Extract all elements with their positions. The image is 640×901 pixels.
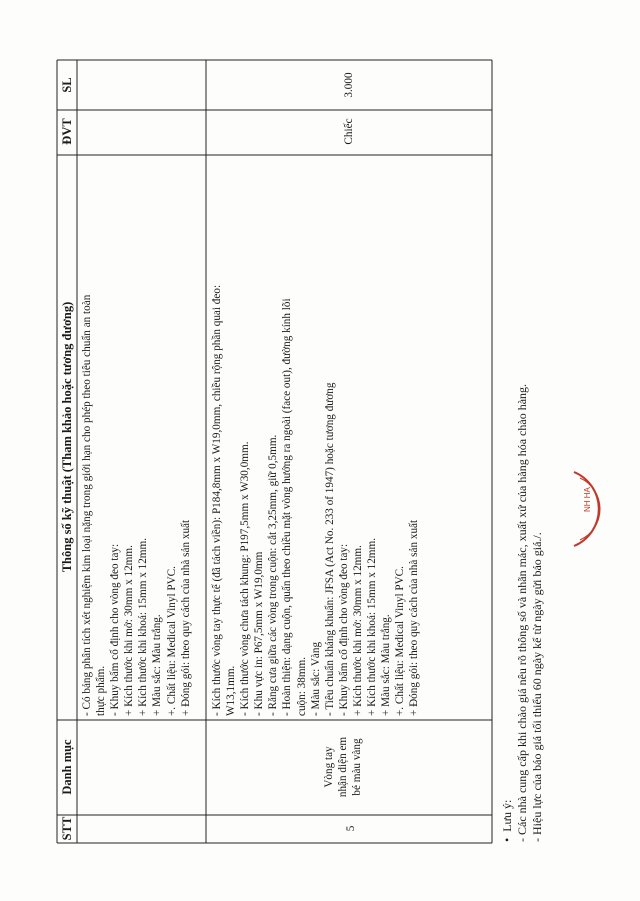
- prev-spec-line: + Kích thước khi mở: 30mm x 12mm.: [123, 545, 136, 716]
- row5-spec-line: - Kích thước vòng chưa tách khung: P197,5mm x W30,0mm.: [239, 441, 252, 716]
- row5-name-line: Vòng tay: [323, 746, 335, 788]
- notes-line-2: - Hiệu lực của báo giá tối thiểu 60 ngày kể từ ngày gửi báo giá./.: [530, 532, 544, 842]
- row5-unit: Chiếc: [343, 118, 355, 145]
- row5-spec-line: - Tiêu chuẩn kháng khuẩn: JFSA (Act No. 233 of 1947) hoặc tương đương: [323, 382, 336, 716]
- notes: [500, 384, 545, 842]
- header-spec: Thông số kỹ thuật (Tham khảo hoặc tương đương): [60, 301, 74, 573]
- row5-spec-line: +. Chất liệu: Medical Vinyl PVC.: [394, 566, 407, 716]
- prev-spec-line: +. Chất liệu: Medical Vinyl PVC.: [165, 566, 178, 716]
- prev-row-spec: [80, 161, 193, 716]
- row5-stt: 5: [345, 825, 357, 832]
- row5-spec-line: + Kích thước khi mở: 30mm x 12mm.: [351, 545, 364, 716]
- row5-spec-line: - Màu sắc: Vàng: [309, 641, 322, 716]
- row5-name-line: nhận diện em: [337, 736, 350, 798]
- row5-spec: [210, 161, 421, 716]
- bullet-icon: •: [500, 831, 514, 842]
- prev-spec-line: + Đóng gói: theo quy cách của nhà sản xuất: [179, 519, 192, 716]
- row5-spec-line: cuộn: 38mm.: [295, 656, 308, 716]
- row5-name-line: bé màu vàng: [351, 738, 364, 796]
- notes-line-1: - Các nhà cung cấp khi chào giá nêu rõ thông số và nhãn mác, xuất xứ của hàng hóa chào hàng.: [515, 383, 529, 842]
- prev-spec-line: - Khuy bấm cố định cho vòng đeo tay:: [109, 543, 122, 716]
- notes-title: [500, 384, 515, 842]
- row5-spec-line: + Đóng gói: theo quy cách của nhà sản xuất: [408, 519, 421, 716]
- row5-spec-line: - Khu vực in: P67,5mm x W19,0mm: [253, 551, 266, 716]
- row5-spec-line: - Hoàn thiện: dạng cuộn, quấn theo chiều mặt vòng hướng ra ngoài (face out), đường kính lõi: [281, 298, 294, 716]
- prev-spec-line: + Kích thước khi khoá: 15mm x 12mm.: [137, 537, 150, 716]
- prev-spec-line: - Có bảng phân tích xét nghiệm kim loại nặng trong giới hạn cho phép theo tiêu chuẩn an toàn: [81, 294, 93, 716]
- notes-title-text: Lưu ý:: [500, 799, 514, 832]
- row5-spec-line: + Màu sắc: Màu trắng.: [380, 614, 393, 716]
- row5-qty: 3.000: [343, 72, 355, 98]
- header-qty: SL: [60, 77, 74, 93]
- prev-spec-line: + Màu sắc: Màu trắng.: [151, 614, 164, 716]
- row5-name: [322, 722, 364, 812]
- red-stamp: [568, 468, 624, 550]
- header-stt: STT: [60, 816, 74, 841]
- row5-spec-line: W13,1mm.: [225, 665, 238, 716]
- row5-spec-line: + Kích thước khi khoá: 15mm x 12mm.: [366, 537, 379, 716]
- header-unit: ĐVT: [60, 118, 74, 145]
- svg-text:NH HA: NH HA: [583, 487, 592, 512]
- prev-spec-line: thực phẩm.: [95, 665, 108, 716]
- row5-spec-line: - Răng cưa giữa các vòng trong cuộn: cắt 3,25mm, giữ 0,5mm.: [267, 434, 280, 716]
- row5-spec-line: - Khuy bấm cố định cho vòng đeo tay:: [337, 543, 350, 716]
- header-name: Danh mục: [60, 739, 74, 795]
- row5-spec-line: - Kích thước vòng tay thực tế (đã tách viền): P184,8mm x W19,0mm, chiều rộng phần quai đeo:: [211, 284, 223, 716]
